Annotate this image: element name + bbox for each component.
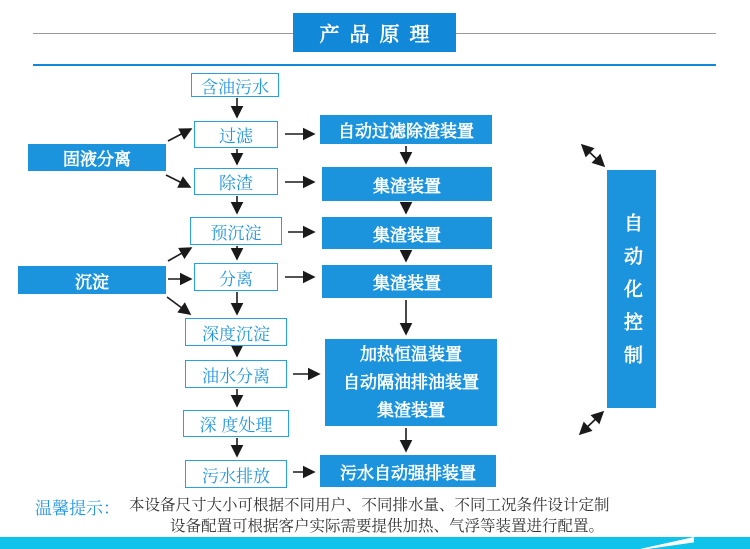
flow-node-oil-water-separation: 油水分离 [185,360,287,388]
device-heating-oil-removal-group [325,339,497,426]
flow-node-source: 含油污水 [191,73,279,97]
device-line-slag-collection: 集渣装置 [377,400,445,420]
device-line-heating: 加热恒温装置 [360,344,462,364]
flow-node-deep-treatment: 深 度处理 [183,410,289,437]
tip-text [129,495,645,537]
device-slag-collection-2: 集渣装置 [322,217,492,249]
tip-line-1: 本设备尺寸大小可根据不同用户、不同排水量、不同工况条件设计定制 [129,497,610,514]
device-auto-filter-slag-removal: 自动过滤除渣装置 [320,115,492,144]
tip-line-2: 设备配置可根据客户实际需要提供加热、气浮等装置进行配置。 [169,518,604,535]
group-label-solid-liquid-separation: 固液分离 [28,144,166,171]
group-label-sedimentation: 沉淀 [18,266,166,294]
header-blue-rule [33,64,716,66]
device-slag-collection-1: 集渣装置 [322,167,492,201]
flow-node-sewage-discharge: 污水排放 [185,460,287,488]
flow-node-separation: 分离 [194,263,278,291]
connector-arrow [580,412,603,434]
tip-label: 温馨提示： [35,499,120,518]
connector-arrow [168,248,191,261]
page-title: 产品原理 [293,13,456,52]
connector-arrow [168,129,191,141]
bottom-accent-bar [0,537,750,549]
connector-arrow [166,175,190,187]
flow-node-slag-removal: 除渣 [194,168,278,195]
flow-node-deep-sedimentation: 深度沉淀 [185,318,287,346]
connector-arrow [167,297,190,314]
flow-node-filter: 过滤 [194,121,278,148]
device-line-auto-oil-discharge: 自动隔油排油装置 [343,372,479,392]
flow-node-pre-sedimentation: 预沉淀 [190,217,282,245]
device-auto-forced-sewage-discharge: 污水自动强排装置 [320,455,496,487]
automation-control-box: 自动化控制 [607,170,656,408]
connector-arrow [582,145,604,166]
device-slag-collection-3: 集渣装置 [322,265,492,298]
